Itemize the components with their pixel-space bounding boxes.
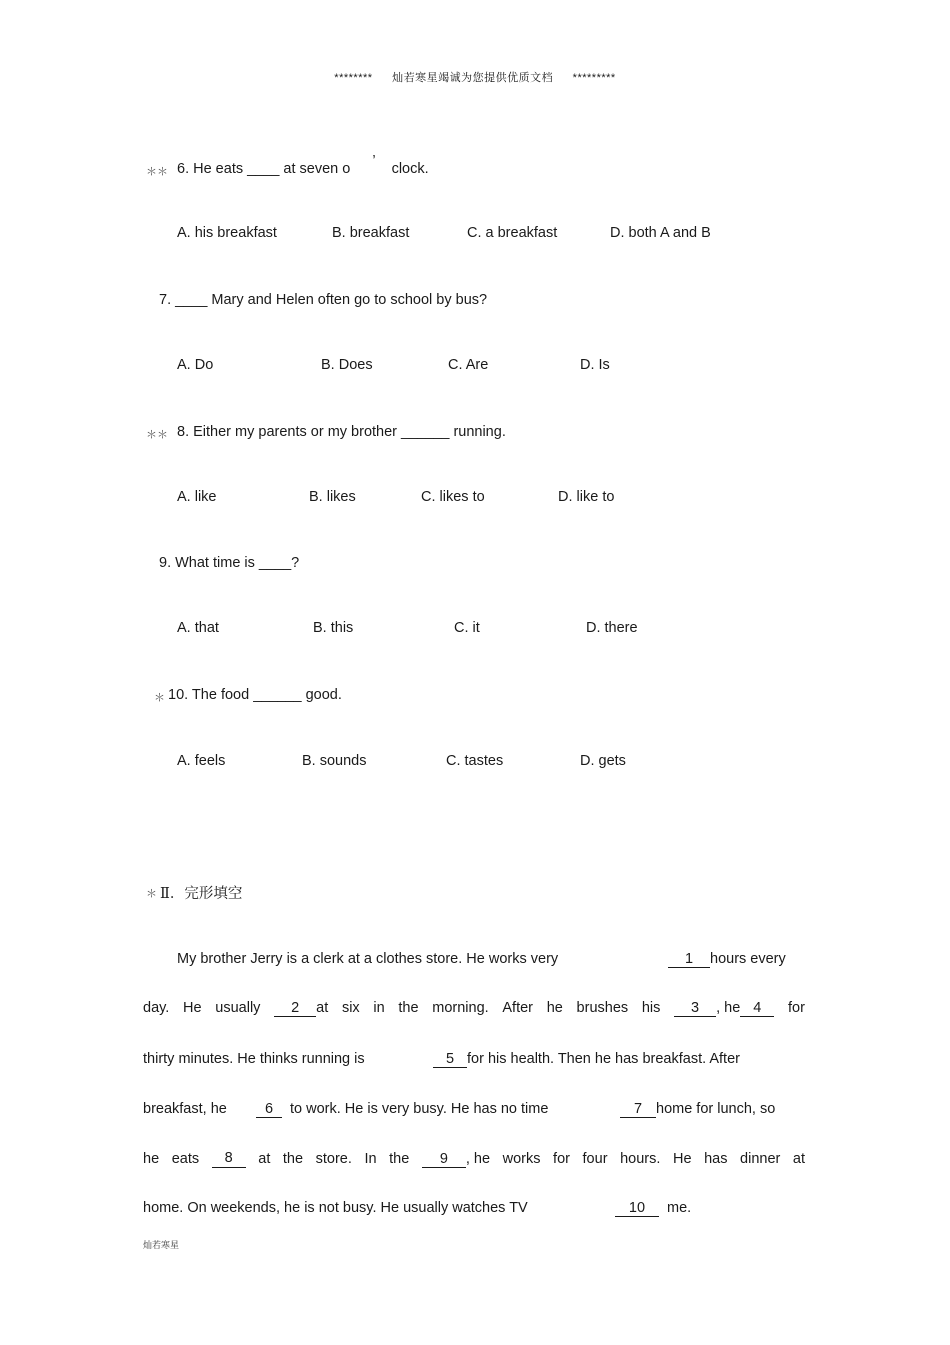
option-6d: D. both A and B [610,225,711,241]
question-6-marker: ＊＊ [146,166,168,178]
cloze-blank-1: 1 [668,952,710,968]
option-7a: A. Do [177,357,214,373]
passage-word: he [143,1151,160,1167]
option-10a: A. feels [177,753,226,769]
passage-line-3-text: thirty minutes. He thinks running is [143,1051,365,1067]
cloze-blank-7: 7 [620,1102,656,1118]
passage-blank-2-group [274,1000,328,1017]
passage-word: eats [171,1151,200,1167]
cloze-blank-3: 3 [674,1001,716,1017]
passage-line-6-after: me. [667,1200,692,1216]
question-9-text: 9. What time is ____? [159,555,300,571]
question-8-marker: ＊＊ [146,429,168,441]
section-2-marker: ＊ [146,888,157,900]
option-10d: D. gets [580,753,626,769]
passage-word: four [582,1151,608,1167]
passage-line-4-after: home for lunch, so [656,1101,776,1117]
page-footer: 灿若寒星 [143,1240,180,1250]
option-8b: B. likes [309,489,356,505]
passage-line-1-text: My brother Jerry is a clerk at a clothes store. He works very [177,951,559,967]
passage-word: for [553,1151,570,1167]
passage-word: , he [465,1151,491,1167]
header-stars-right: ********* [572,72,616,84]
passage-word: After [502,1000,533,1016]
option-6a: A. his breakfast [177,225,277,241]
passage-blank-9-group [422,1151,490,1168]
passage-line-6-text: home. On weekends, he is not busy. He usually watches TV [143,1200,528,1216]
header-text: 灿若寒星竭诚为您提供优质文档 [392,72,554,84]
question-6-prefix: 6. He eats ____ at seven o [177,161,351,177]
option-8d: D. like to [558,489,615,505]
passage-line-6-end [615,1200,691,1217]
option-8a: A. like [177,489,217,505]
page-header [0,69,950,85]
passage-word: works [502,1151,541,1167]
passage-word: morning. [432,1000,489,1016]
cloze-blank-10: 10 [615,1201,659,1217]
passage-line-1-after: hours every [710,951,786,967]
passage-word: usually [215,1000,261,1016]
question-7-text: 7. ____ Mary and Helen often go to school by bus? [159,292,488,308]
header-stars-left: ******** [334,72,373,84]
passage-line-3-after: for his health. Then he has breakfast. After [467,1051,740,1067]
option-9a: A. that [177,620,219,636]
option-9b: B. this [313,620,354,636]
cloze-blank-5: 5 [433,1052,467,1068]
passage-line-2 [143,1000,805,1017]
passage-line-3-end [433,1051,740,1068]
passage-line-1-end [668,951,786,968]
option-7b: B. Does [321,357,373,373]
cloze-blank-9: 9 [422,1152,466,1168]
passage-word: hours. [620,1151,661,1167]
passage-line-4-end [620,1101,775,1118]
passage-word: the [389,1151,410,1167]
passage-word: in [373,1000,385,1016]
option-6b: B. breakfast [332,225,410,241]
passage-word: He [183,1000,202,1016]
question-10-text: 10. The food ______ good. [168,687,342,703]
option-10c: C. tastes [446,753,504,769]
passage-word: at [258,1151,271,1167]
passage-word: the [282,1151,304,1167]
option-9c: C. it [454,620,480,636]
option-7d: D. Is [580,357,610,373]
passage-word: has [704,1151,728,1167]
cloze-blank-6: 6 [256,1102,282,1118]
passage-word: the [398,1000,419,1016]
passage-line-4-mid [256,1101,548,1118]
section-2-title: Ⅱ．完形填空 [160,886,243,902]
passage-word: dinner [740,1151,781,1167]
passage-word: for [787,1000,805,1016]
passage-word: brushes [576,1000,629,1016]
passage-word: He [672,1151,692,1167]
option-7c: C. Are [448,357,489,373]
passage-word: six [341,1000,360,1016]
passage-word: at [792,1151,805,1167]
passage-word: In [364,1151,377,1167]
option-9d: D. there [586,620,638,636]
passage-word: his [641,1000,661,1016]
option-10b: B. sounds [302,753,367,769]
question-6-text [177,153,429,177]
cloze-blank-4: 4 [740,1001,774,1017]
passage-line-5 [143,1151,805,1168]
question-10-marker: ＊ [154,692,165,704]
passage-word: he [546,1000,563,1016]
passage-word: , he [716,1000,741,1016]
passage-line-4-mid-text: to work. He is very busy. He has no time [290,1101,549,1117]
question-6-suffix: clock. [391,161,429,177]
option-6c: C. a breakfast [467,225,558,241]
passage-word: store. [315,1151,352,1167]
passage-word: day. [143,1000,170,1016]
passage-line-4-text: breakfast, he [143,1101,227,1117]
question-6-apostrophe: ’ [372,153,376,169]
cloze-blank-8: 8 [212,1151,246,1168]
passage-word: at [316,1000,329,1016]
question-8-text: 8. Either my parents or my brother ______ running. [177,424,506,440]
option-8c: C. likes to [421,489,485,505]
passage-blank-3-4-group [674,1000,774,1017]
cloze-blank-2: 2 [274,1001,316,1017]
